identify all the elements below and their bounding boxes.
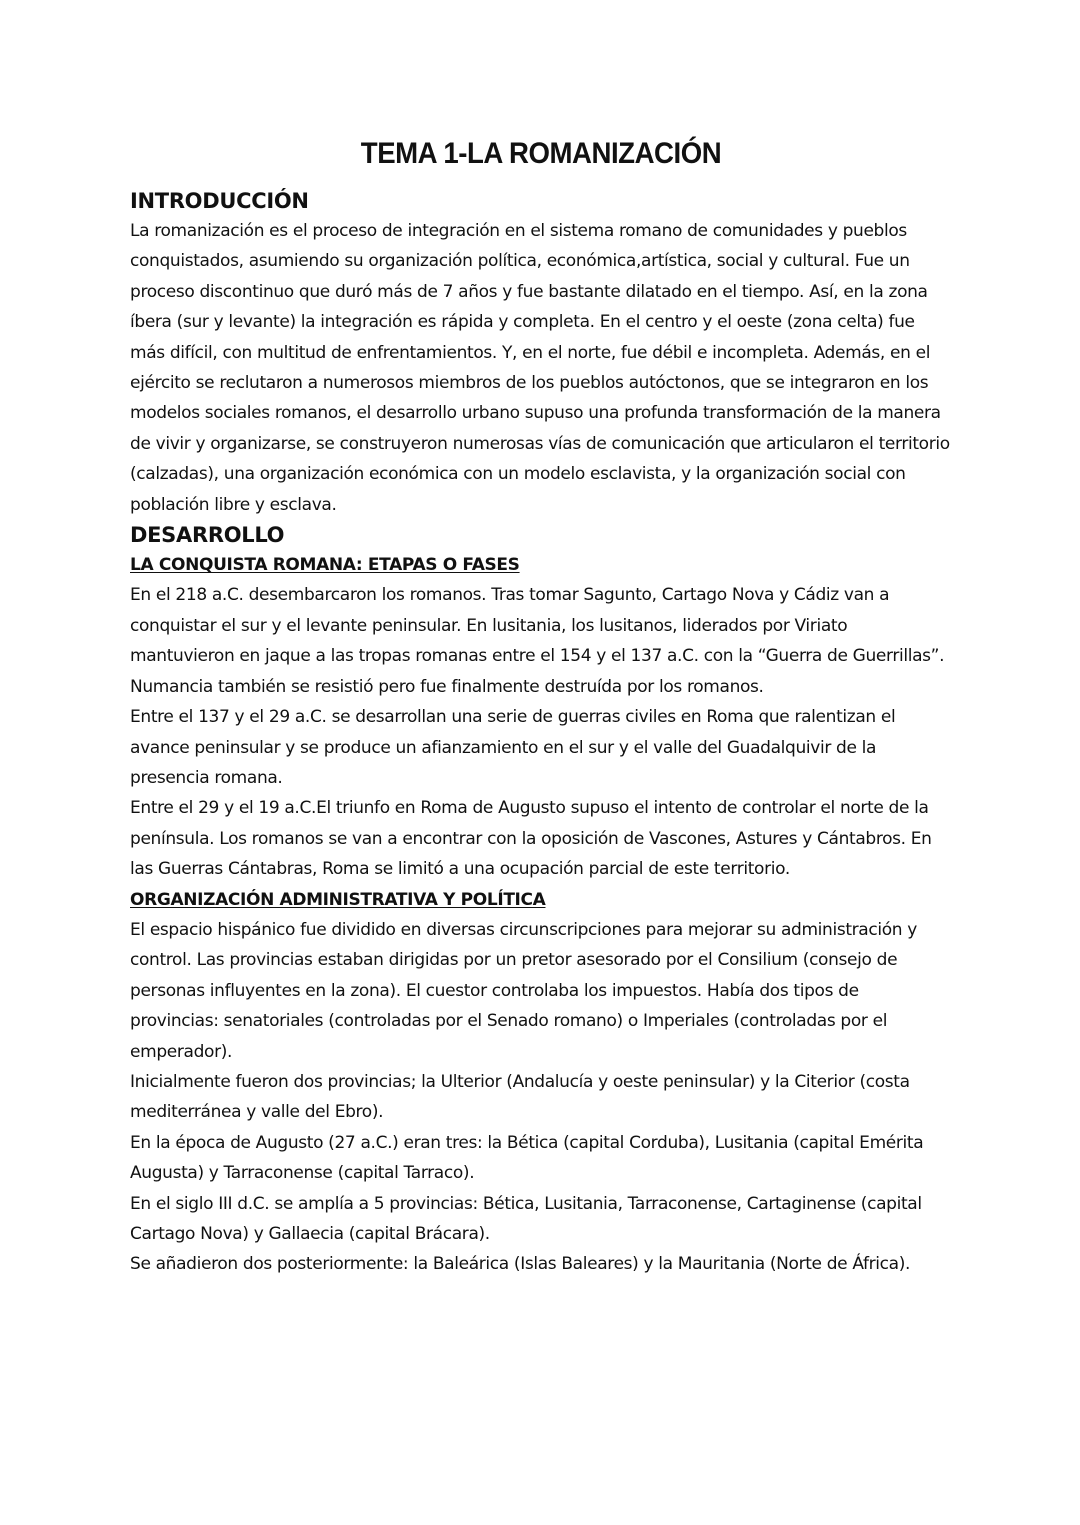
administration-subheading: ORGANIZACIÓN ADMINISTRATIVA Y POLÍTICA bbox=[130, 889, 546, 910]
intro-paragraph: La romanización es el proceso de integración en el sistema romano de comunidades y pueblos conquistados, asumiendo su organización política, económica,artística, social y cultural. Fue un proceso discontinuo que duró más de 7 años y fue bastante dilatado en el tiempo. Así, en la zona íbera (sur y levante) la integración es rápida y completa. En el centro y el oeste (zona celta) fue más difícil, con multitud de enfrentamientos. Y, en el norte, fue débil e incompleta. Además, en el ejército se reclutaron a numerosos miembros de los pueblos autóctonos, que se integraron en los modelos sociales romanos, el desarrollo urbano supuso una profunda transformación de la manera de vivir y organizarse, se construyeron numerosas vías de comunicación que articularon el territorio (calzadas), una organización económica con un modelo esclavista, y la organización social con población libre y esclava. bbox=[130, 221, 950, 515]
conquest-paragraph-3: Entre el 29 y el 19 a.C.El triunfo en Roma de Augusto supuso el intento de controlar el norte de la península. Los romanos se van a encontrar con la oposición de Vascones, Astures y Cántabros. En las Guerras Cántabras, Roma se limitó a una ocupación parcial de este territorio. bbox=[130, 798, 932, 880]
document-page bbox=[130, 132, 952, 1280]
intro-heading: INTRODUCCIÓN bbox=[130, 189, 309, 213]
conquest-paragraph-1: En el 218 a.C. desembarcaron los romanos. Tras tomar Sagunto, Cartago Nova y Cádiz van a conquistar el sur y el levante peninsular. En lusitania, los lusitanos, liderados por Viriato mantuvieron en jaque a las tropas romanas entre el 154 y el 137 a.C. con la “Guerra de Guerrillas”. Numancia también se resistió pero fue finalmente destruída por los romanos. bbox=[130, 585, 945, 697]
development-heading: DESARROLLO bbox=[130, 523, 285, 548]
conquest-subheading: LA CONQUISTA ROMANA: ETAPAS O FASES bbox=[130, 555, 520, 576]
administration-paragraph-1: El espacio hispánico fue dividido en diversas circunscripciones para mejorar su administración y control. Las provincias estaban dirigidas por un pretor asesorado por el Consilium (consejo de personas influyentes en la zona). El cuestor controlaba los impuestos. Había dos tipos de provincias: senatoriales (controladas por el Senado romano) o Imperiales (controladas por el emperador). bbox=[130, 919, 917, 1062]
administration-paragraph-5: Se añadieron dos posteriormente: la Baleárica (Islas Baleares) y la Mauritania (Norte de África). bbox=[130, 1254, 911, 1275]
conquest-paragraph-2: Entre el 137 y el 29 a.C. se desarrollan una serie de guerras civiles en Roma que ralentizan el avance peninsular y se produce un afianzamiento en el sur y el valle del Guadalquivir de la presencia romana. bbox=[130, 707, 896, 788]
document-title: TEMA 1-LA ROMANIZACIÓN bbox=[360, 137, 722, 170]
administration-paragraph-2: Inicialmente fueron dos provincias; la Ulterior (Andalucía y oeste peninsular) y la Citerior (costa mediterránea y valle del Ebro). bbox=[130, 1071, 910, 1123]
administration-paragraph-3: En la época de Augusto (27 a.C.) eran tres: la Bética (capital Corduba), Lusitania (capital Emérita Augusta) y Tarraconense (capital Tarraco). bbox=[130, 1132, 924, 1184]
administration-paragraph-4: En el siglo III d.C. se amplía a 5 provincias: Bética, Lusitania, Tarraconense, Cartaginense (capital Cartago Nova) y Gallaecia (capital Brácara). bbox=[130, 1193, 922, 1244]
